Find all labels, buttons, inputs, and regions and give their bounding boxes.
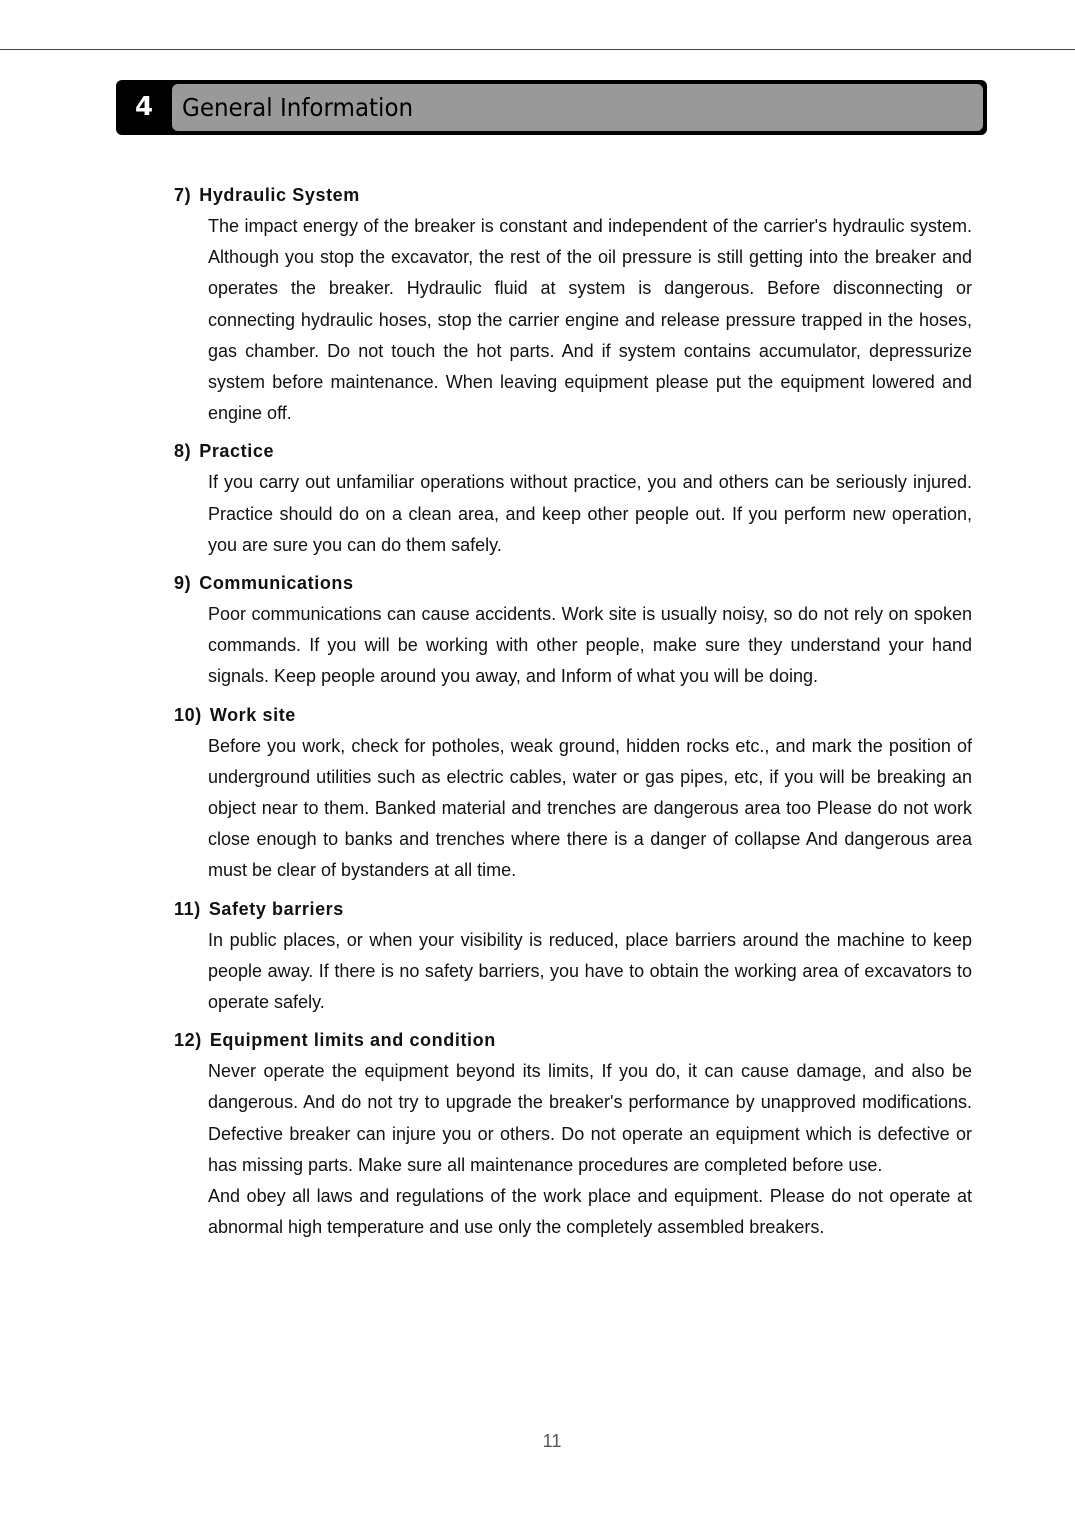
chapter-title-bar xyxy=(172,84,983,131)
section-body xyxy=(208,211,972,429)
paragraph: If you carry out unfamiliar operations without practice, you and others can be seriously injured. Practice should do on a clean area, and keep other people out. If you perform new operation, you are sure you can do them safely. xyxy=(208,472,972,555)
page-number: 11 xyxy=(542,1431,562,1451)
paragraph: Before you work, check for potholes, weak ground, hidden rocks etc., and mark the position of underground utilities such as electric cables, water or gas pipes, etc, if you will be breaking an object near to them. Banked material and trenches are dangerous area too Please do not work close enough to banks and trenches where there is a danger of collapse And dangerous area must be clear of bystanders at all time. xyxy=(208,735,972,881)
paragraph: The impact energy of the breaker is constant and independent of the carrier's hydraulic system. Although you stop the excavator, the rest of the oil pressure is still getting into the breaker and operates the breaker. Hydraulic fluid at system is dangerous. Before disconnecting or connecting hydraulic hoses, stop the carrier engine and release pressure trapped in the hoses, gas chamber. Do not touch the hot parts. And if system contains accumulator, depressurize system before maintenance. When leaving equipment please put the equipment lowered and engine off. xyxy=(208,216,972,424)
section-title: Safety barriers xyxy=(208,898,344,919)
section-number: 8) xyxy=(174,441,192,462)
section-body xyxy=(208,925,972,1019)
section-title: Communications xyxy=(199,573,354,594)
chapter-header xyxy=(116,80,987,135)
section-heading xyxy=(174,1025,974,1056)
chapter-number: 4 xyxy=(134,92,154,122)
paragraph: In public places, or when your visibility is reduced, place barriers around the machine to keep people away. If there is no safety barriers, you have to obtain the working area of excavators to operate safely. xyxy=(208,929,972,1013)
section-body xyxy=(208,731,972,887)
section-title: Practice xyxy=(199,441,275,462)
section-title: Hydraulic System xyxy=(199,185,360,205)
content xyxy=(174,180,974,1250)
section-number: 10) xyxy=(174,704,202,725)
section-hydraulic-system xyxy=(174,180,974,429)
chapter-title: General Information xyxy=(182,93,414,122)
paragraph: Never operate the equipment beyond its limits, If you do, it can cause damage, and also be dangerous. And do not try to upgrade the breaker's performance by unapproved modifications. Defective breaker can injure you or others. Do not operate an equipment which is defective or has missing parts. Make sure all maintenance procedures are completed before use. xyxy=(208,1061,972,1175)
section-heading xyxy=(174,894,974,925)
section-heading xyxy=(174,700,974,731)
section-number: 7) xyxy=(174,185,192,205)
section-communications xyxy=(174,568,974,693)
section-heading xyxy=(174,180,974,211)
top-rule xyxy=(0,49,1075,50)
paragraph: Poor communications can cause accidents. Work site is usually noisy, so do not rely on spoken commands. If you will be working with other people, make sure they understand your hand signals. Keep people around you away, and Inform of what you will be doing. xyxy=(208,604,972,687)
section-title: Equipment limits and condition xyxy=(209,1030,496,1051)
section-work-site xyxy=(174,700,974,887)
section-body xyxy=(208,467,972,561)
section-body xyxy=(208,1056,972,1243)
section-number: 9) xyxy=(174,573,192,594)
section-practice xyxy=(174,436,974,561)
paragraph: And obey all laws and regulations of the work place and equipment. Please do not operate at abnormal high temperature and use only the completely assembled breakers. xyxy=(208,1186,972,1238)
section-heading xyxy=(174,436,974,467)
section-safety-barriers xyxy=(174,894,974,1019)
section-heading xyxy=(174,568,974,599)
section-number: 11) xyxy=(174,898,201,919)
section-equipment-limits xyxy=(174,1025,974,1243)
section-body xyxy=(208,599,972,693)
section-number: 12) xyxy=(174,1030,202,1051)
section-title: Work site xyxy=(209,704,296,725)
